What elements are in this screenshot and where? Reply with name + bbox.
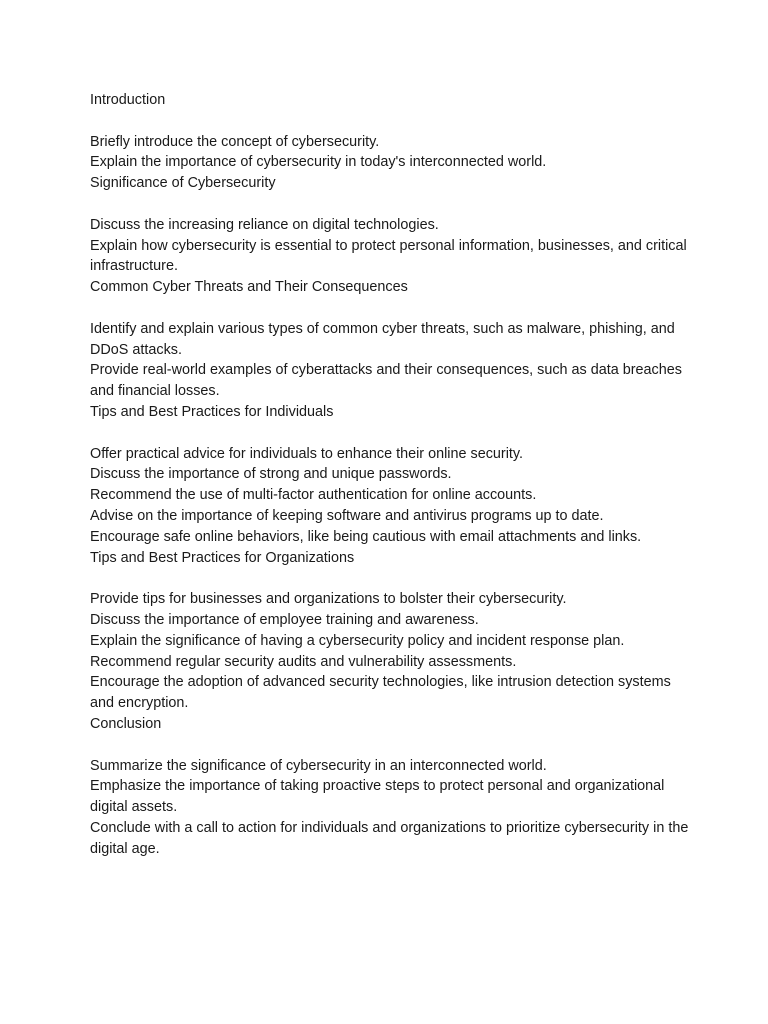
blank-line [90, 568, 690, 589]
blank-line [90, 423, 690, 444]
blank-line [90, 735, 690, 756]
list-item: Emphasize the importance of taking proactive steps to protect personal and organizational digital assets. [90, 778, 665, 816]
document-body [90, 90, 690, 859]
section-heading-individuals: Tips and Best Practices for Individuals [90, 403, 334, 420]
list-item: Explain how cybersecurity is essential to protect personal information, businesses, and critical infrastructure. [90, 237, 687, 275]
list-item: Recommend regular security audits and vulnerability assessments. [90, 653, 517, 670]
list-item: Encourage safe online behaviors, like being cautious with email attachments and links. [90, 528, 642, 545]
section-heading-introduction: Introduction [90, 92, 166, 108]
list-item: Provide real-world examples of cyberattacks and their consequences, such as data breaches and financial losses. [90, 362, 682, 400]
list-item: Provide tips for businesses and organizations to bolster their cybersecurity. [90, 591, 567, 608]
list-item: Explain the significance of having a cybersecurity policy and incident response plan. [90, 632, 625, 649]
list-item: Explain the importance of cybersecurity in today's interconnected world. [90, 154, 547, 171]
list-item: Discuss the increasing reliance on digital technologies. [90, 216, 439, 233]
list-item: Summarize the significance of cybersecurity in an interconnected world. [90, 757, 547, 774]
list-item: Discuss the importance of employee training and awareness. [90, 611, 479, 628]
list-item: Identify and explain various types of common cyber threats, such as malware, phishing, and DDoS attacks. [90, 320, 675, 358]
list-item: Conclude with a call to action for individuals and organizations to prioritize cybersecurity in the digital age. [90, 819, 689, 857]
list-item: Encourage the adoption of advanced security technologies, like intrusion detection systems and encryption. [90, 674, 671, 712]
blank-line [90, 194, 690, 215]
blank-line [90, 111, 690, 132]
list-item: Briefly introduce the concept of cybersecurity. [90, 133, 380, 150]
list-item: Offer practical advice for individuals to enhance their online security. [90, 445, 524, 462]
section-heading-organizations: Tips and Best Practices for Organizations [90, 549, 355, 566]
list-item: Advise on the importance of keeping software and antivirus programs up to date. [90, 507, 604, 524]
section-heading-threats: Common Cyber Threats and Their Consequences [90, 279, 408, 296]
section-heading-significance: Significance of Cybersecurity [90, 175, 276, 192]
blank-line [90, 298, 690, 319]
list-item: Discuss the importance of strong and unique passwords. [90, 466, 452, 483]
section-heading-conclusion: Conclusion [90, 715, 162, 732]
list-item: Recommend the use of multi-factor authentication for online accounts. [90, 487, 537, 504]
